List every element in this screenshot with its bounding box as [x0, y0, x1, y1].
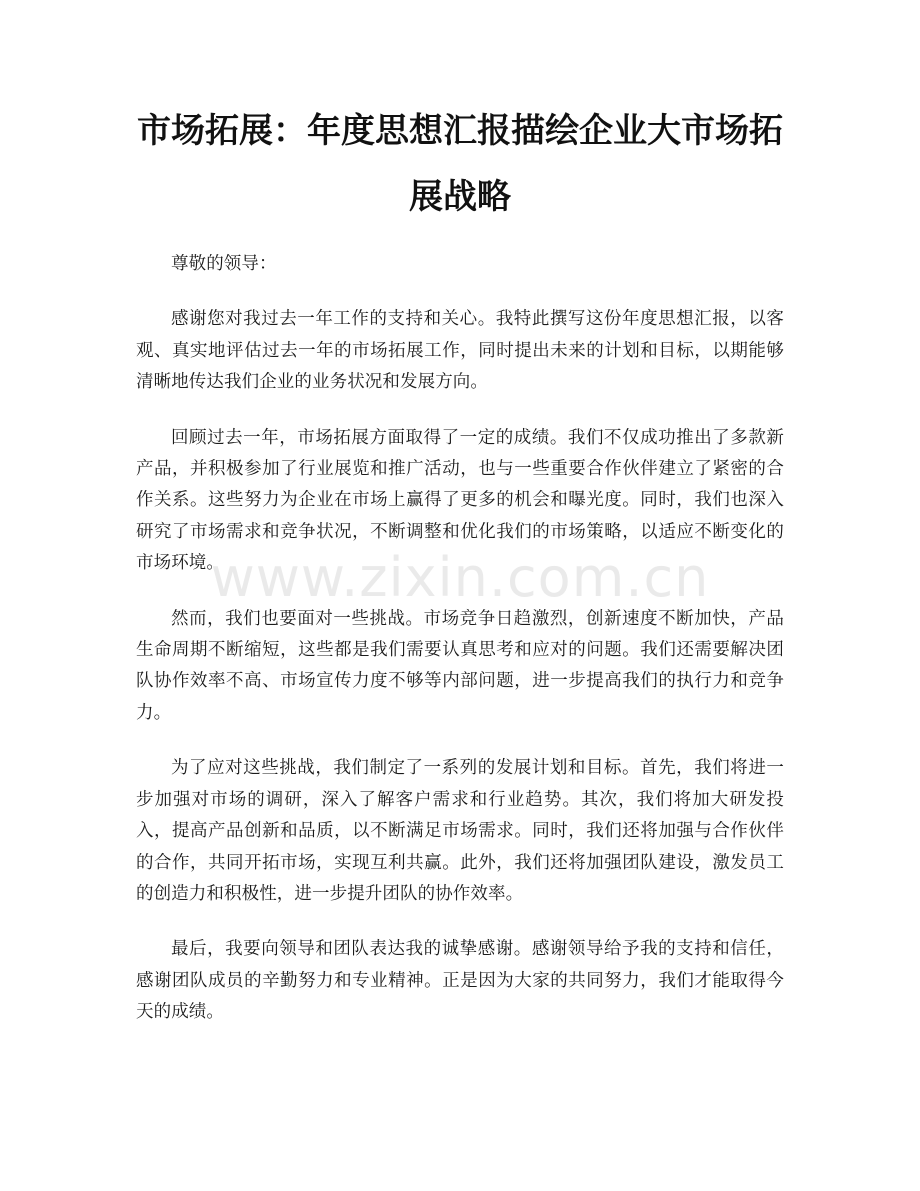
- document-title: 市场拓展：年度思想汇报描绘企业大市场拓展战略: [137, 111, 783, 217]
- paragraph-intro: 感谢您对我过去一年工作的支持和关心。我特此撰写这份年度思想汇报，以客观、真实地评估过去一年的市场拓展工作，同时提出未来的计划和目标，以期能够清晰地传达我们企业的业务状况和发展方向。: [136, 309, 784, 393]
- paragraph-challenges: 然而，我们也要面对一些挑战。市场竞争日趋激烈，创新速度不断加快，产品生命周期不断缩短，这些都是我们需要认真思考和应对的问题。我们还需要解决团队协作效率不高、市场宣传力度不够等内部问题，进一步提高我们的执行力和竞争力。: [136, 608, 784, 723]
- paragraph-thanks: 最后，我要向领导和团队表达我的诚挚感谢。感谢领导给予我的支持和信任，感谢团队成员的辛勤努力和专业精神。正是因为大家的共同努力，我们才能取得今天的成绩。: [136, 939, 784, 1023]
- document-body: [136, 249, 784, 1053]
- greeting: 尊敬的领导：: [171, 254, 277, 274]
- paragraph-plans: 为了应对这些挑战，我们制定了一系列的发展计划和目标。首先，我们将进一步加强对市场的调研，深入了解客户需求和行业趋势。其次，我们将加大研发投入，提高产品创新和品质，以不断满足市场需求。同时，我们还将加强与合作伙伴的合作，共同开拓市场，实现互利共赢。此外，我们还将加强团队建设，激发员工的创造力和积极性，进一步提升团队的协作效率。: [136, 758, 784, 904]
- paragraph-review: 回顾过去一年，市场拓展方面取得了一定的成绩。我们不仅成功推出了多款新产品，并积极参加了行业展览和推广活动，也与一些重要合作伙伴建立了紧密的合作关系。这些努力为企业在市场上赢得了更多的机会和曝光度。同时，我们也深入研究了市场需求和竞争状况，不断调整和优化我们的市场策略，以适应不断变化的市场环境。: [136, 427, 784, 574]
- watermark: www.zixin.com.cn: [210, 546, 710, 609]
